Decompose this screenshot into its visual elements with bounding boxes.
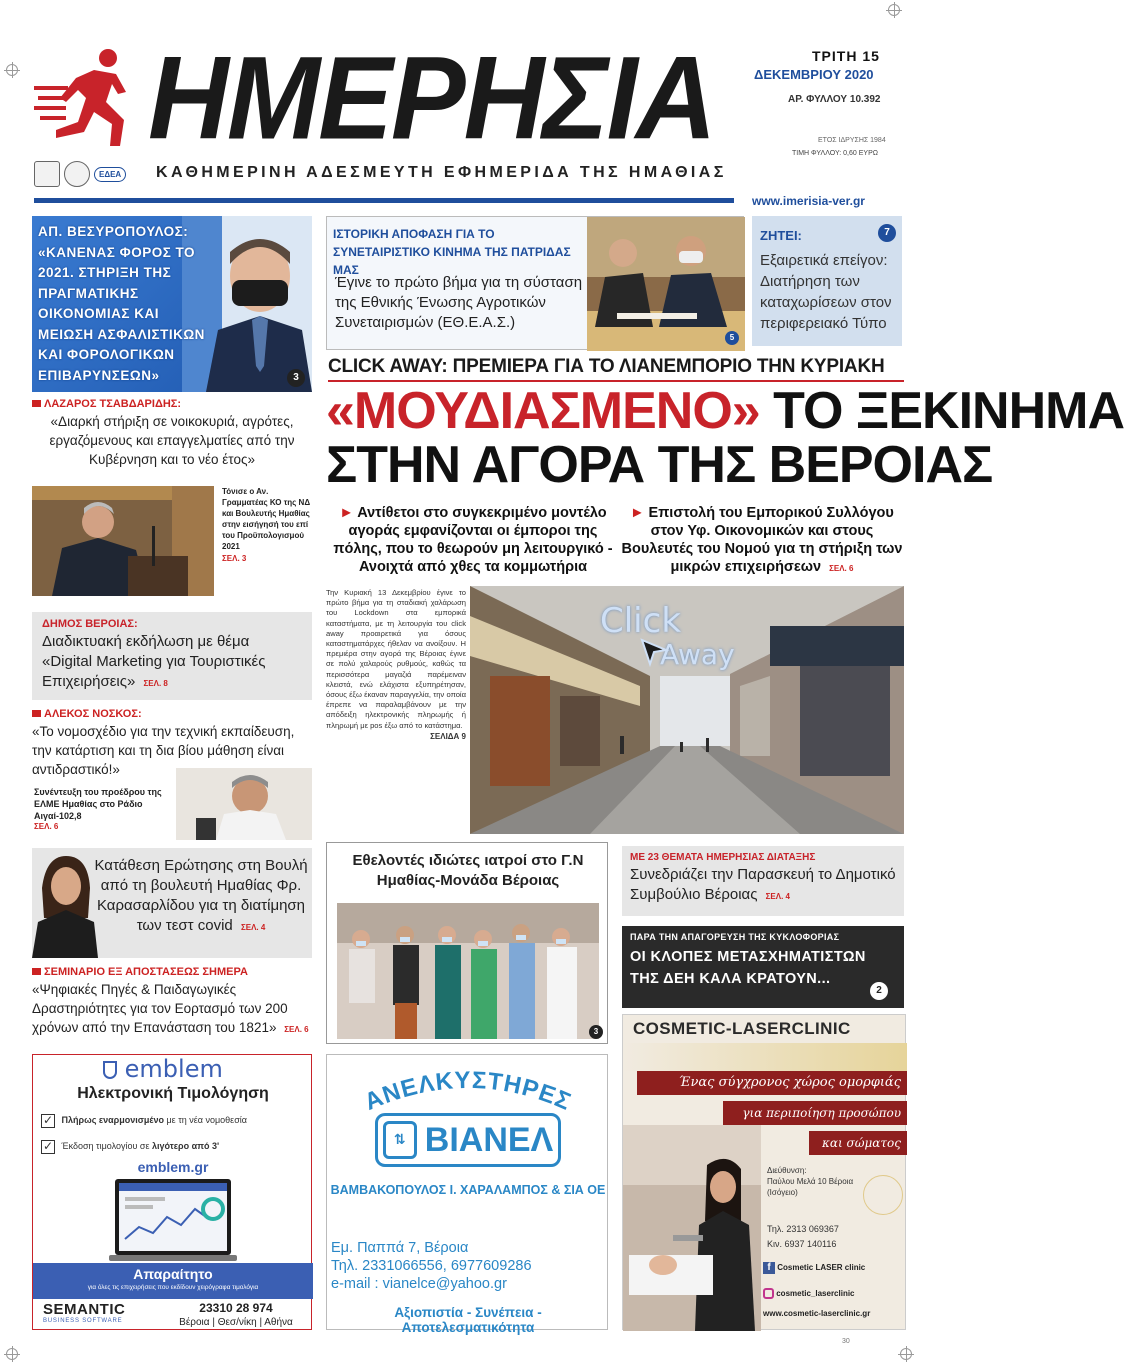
emblem-check-1 <box>41 1111 309 1129</box>
emblem-cta-sub: για όλες τις επιχειρήσεις που εκδίδουν χειρόγραφα τιμολόγια <box>87 1284 259 1291</box>
lead-headline-part-1: ΤΟ ΞΕΚΙΝΗΜΑ <box>773 382 1124 440</box>
check-box-icon: ✓ <box>42 1138 54 1153</box>
masthead <box>30 32 910 210</box>
doctors-title: Εθελοντές ιδιώτες ιατροί στο Γ.Ν Ημαθίας-Μονάδα Βέροιας <box>352 852 584 889</box>
page-ref: ΣΕΛ. 3 <box>222 554 247 563</box>
runner-logo-icon <box>34 46 144 152</box>
dimos-text-wrap <box>42 632 302 694</box>
karasarlidou-photo <box>32 848 98 958</box>
thefts-label: ΠΑΡΑ ΤΗΝ ΑΠΑΓΟΡΕΥΣΗ ΤΗΣ ΚΥΚΛΟΦΟΡΙΑΣ <box>630 932 840 942</box>
masthead-title: ΗΜΕΡΗΣΙΑ <box>148 32 715 164</box>
lead-subhead-left-text: Αντίθετοι στο συγκεκριμένο μοντέλο αγοράς εμφανίζονται οι έμποροι της πόλης, που το θεωρούν μη λειτουργικό - Ανοιχτά από χθες τα κομμωτήρια <box>333 505 613 575</box>
page-ref: ΣΕΛ. 6 <box>829 564 854 573</box>
cosmetic-ad[interactable] <box>622 1014 906 1330</box>
vianel-arc-text: ΑΝΕΛΚΥΣΤΗΡΕΣ <box>360 1066 576 1116</box>
seminar-text-wrap <box>32 980 312 1039</box>
emblem-phone: 23310 28 974 <box>199 1301 273 1315</box>
registration-mark-icon <box>6 64 18 76</box>
emblem-ad[interactable] <box>32 1054 312 1330</box>
registration-mark-icon <box>888 4 900 16</box>
page-ref: ΣΕΛ. 6 <box>284 1025 309 1034</box>
seminar-label: ΣΕΜΙΝΑΡΙΟ ΕΞ ΑΠΟΣΤΑΣΕΩΣ ΣΗΜΕΡΑ <box>32 966 312 978</box>
vesyropoulos-headline: ΑΠ. ΒΕΣΥΡΟΠΟΥΛΟΣ: «ΚΑΝΕΝΑΣ ΦΟΡΟΣ ΤΟ 2021. ΣΤΗΡΙΞΗ ΤΗΣ ΠΡΑΓΜΑΤΙΚΗΣ ΟΙΚΟΝΟΜΙΑΣ ΚΑΙ ΜΕΙΩΣΗ ΑΣΦΑΛΙΣΤΙΚΩΝ ΚΑΙ ΦΟΡΟΛΟΓΙΚΩΝ ΕΠΙΒΑΡΥΝΣΕΩΝ» <box>38 224 205 383</box>
emblem-cities: Βέροια | Θεσ/νίκη | Αθήνα <box>179 1317 293 1328</box>
masthead-date-day: ΤΡΙΤΗ 15 <box>812 48 880 64</box>
laptop-icon <box>109 1179 237 1263</box>
cooperative-title: ΙΣΤΟΡΙΚΗ ΑΠΟΦΑΣΗ ΓΙΑ ΤΟ ΣΥΝΕΤΑΙΡΙΣΤΙΚΟ ΚΙΝΗΜΑ ΤΗΣ ΠΑΤΡΙΔΑΣ ΜΑΣ <box>333 227 571 277</box>
emblem-cta: Απαραίτητο <box>133 1266 213 1282</box>
emblem-headline: Ηλεκτρονική Τιμολόγηση <box>77 1085 269 1102</box>
seminar-block <box>32 966 312 1039</box>
cosmetic-address: Παύλου Μελά 10 Βέροια (Ισόγειο) <box>767 1177 854 1197</box>
council-label: ΜΕ 23 ΘΕΜΑΤΑ ΗΜΕΡΗΣΙΑΣ ΔΙΑΤΑΞΗΣ <box>630 852 816 863</box>
emblem-check-2-pre: Έκδοση τιμολογίου σε <box>61 1141 150 1151</box>
masthead-rule <box>34 198 734 203</box>
cosmetic-line-2: για περιποίηση προσώπου <box>723 1101 907 1125</box>
vianel-ad[interactable] <box>326 1054 608 1335</box>
council-box <box>622 846 904 916</box>
emblem-brand: emblem <box>124 1055 223 1083</box>
cosmetic-gold-bar <box>623 1043 907 1071</box>
masthead-subtitle: ΚΑΘΗΜΕΡΙΝΗ ΑΔΕΣΜΕΥΤΗ ΕΦΗΜΕΡΙΔΑ ΤΗΣ ΗΜΑΘΙΑΣ <box>156 164 727 181</box>
tsavdaridis-text: «Διαρκή στήριξη σε νοικοκυριά, αγρότες, εργαζόμενους και επαγγελματίες από την Κυβέρνηση και το νέο έτος» <box>49 414 295 467</box>
masthead-price: ΤΙΜΗ ΦΥΛΛΟΥ: 0,60 ΕΥΡΩ <box>792 150 878 157</box>
lead-headline <box>326 382 1124 494</box>
website-link[interactable]: www.imerisia-ver.gr <box>752 194 865 208</box>
thefts-box <box>622 926 904 1008</box>
vianel-address: Εμ. Παππά 7, Βέροια <box>331 1240 469 1256</box>
karasarlidou-text-wrap <box>94 856 308 938</box>
membership-logos <box>34 160 130 188</box>
page-badge: 3 <box>589 1025 603 1039</box>
cosmetic-social <box>763 1261 907 1321</box>
council-text: Συνεδριάζει την Παρασκευή το Δημοτικό Συμβούλιο Βέροιας <box>630 866 896 903</box>
cooperative-box <box>326 216 744 350</box>
page-ref: ΣΕΛΙΔΑ 9 <box>430 731 466 741</box>
cosmetic-photo <box>623 1125 761 1331</box>
page-ref: ΣΕΛ. 8 <box>143 679 168 688</box>
bullet-arrow-icon: ► <box>630 505 645 521</box>
cosmetic-line-1: Ένας σύγχρονος χώρος ομορφιάς <box>637 1071 907 1095</box>
elevator-icon: ⇅ <box>383 1121 417 1159</box>
thefts-text: ΟΙ ΚΛΟΠΕΣ ΜΕΤΑΣΧΗΜΑΤΙΣΤΩΝ ΤΗΣ ΔΕΗ ΚΑΛΑ ΚΡΑΤΟΥΝ... <box>630 949 866 987</box>
noskos-caption <box>34 786 174 831</box>
dimos-label: ΔΗΜΟΣ ΒΕΡΟΙΑΣ: <box>42 618 138 630</box>
dimos-text: Διαδικτυακή εκδήλωση με θέμα «Digital Marketing για Τουριστικές Επιχειρήσεις» <box>42 633 266 690</box>
noskos-caption-text: Συνέντευξη του προέδρου της ΕΛΜΕ Ημαθίας στο Ράδιο Αιγαί-102,8 <box>34 787 162 821</box>
page-ref: ΣΕΛ. 4 <box>240 923 266 932</box>
council-text-wrap <box>630 865 896 907</box>
vianel-brand: ΒΙΑΝΕΛ <box>424 1120 554 1159</box>
page-badge: 5 <box>725 331 739 345</box>
ziti-label: ΖΗΤΕΙ: <box>760 228 802 243</box>
karasarlidou-box <box>32 848 312 958</box>
folio: 30 <box>842 1338 850 1345</box>
tsavdaridis-block <box>32 398 312 469</box>
emblem-cta-bar <box>33 1263 313 1299</box>
page-badge: 3 <box>287 369 305 387</box>
tsavdaridis-label: ΛΑΖΑΡΟΣ ΤΣΑΒΔΑΡΙΔΗΣ: <box>32 398 312 410</box>
tsavdaridis-caption <box>222 486 314 563</box>
karasarlidou-text: Κατάθεση Ερώτησης στη Βουλή από τη βουλευτή Ημαθίας Φρ. Καρασαρλίδου για τη διατίμηση των τεστ covid <box>94 857 308 934</box>
edea-logo: ΕΔΕΑ <box>94 167 126 182</box>
page-ref: ΣΕΛ. 4 <box>765 892 790 901</box>
page-badge: 7 <box>878 224 896 242</box>
union-seal-icon <box>34 161 60 187</box>
emblem-contact <box>163 1301 309 1328</box>
emblem-check-1-rest: με τη νέα νομοθεσία <box>166 1115 247 1125</box>
registration-mark-icon <box>900 1348 912 1360</box>
bullet-arrow-icon: ► <box>339 505 354 521</box>
union-seal-icon <box>64 161 90 187</box>
cosmetic-instagram: cosmetic_laserclinic <box>776 1289 855 1298</box>
svg-text:ΑΝΕΛΚΥΣΤΗΡΕΣ <box>361 1067 576 1116</box>
vianel-email[interactable]: e-mail : vianelce@yahoo.gr <box>331 1276 507 1292</box>
vesyropoulos-box <box>32 216 312 392</box>
vianel-slogan: Αξιοπιστία - Συνέπεια - Αποτελεσματικότητα <box>394 1305 542 1335</box>
ziti-text: Εξαιρετικά επείγον: Διατήρηση των καταχωρίσεων στον περιφερειακό Τύπο <box>760 252 892 332</box>
vianel-phones: Τηλ. 2331066556, 6977609286 <box>331 1258 532 1274</box>
emblem-check-2-bold: λιγότερο από 3' <box>152 1141 220 1151</box>
emblem-check-1-bold: Πλήρως εναρμονισμένο <box>61 1115 164 1125</box>
masthead-founded: ΕΤΟΣ ΙΔΡΥΣΗΣ 1984 <box>818 137 886 144</box>
cosmetic-hexagons <box>863 1175 903 1215</box>
lead-headline-part-2: ΣΤΗΝ ΑΓΟΡΑ ΤΗΣ ΒΕΡΟΙΑΣ <box>326 436 993 494</box>
lead-subhead-right-text: Επιστολή του Εμπορικού Συλλόγου στον Υφ. Οικονομικών και στους Βουλευτές του Νομού για τη στήριξη των μικρών επιχειρήσεων <box>621 505 903 575</box>
cosmetic-facebook: Cosmetic LASER clinic <box>777 1263 866 1272</box>
tsavdaridis-caption-text: Τόνισε ο Αν. Γραμματέας ΚΟ της ΝΔ και Βουλευτής Ημαθίας στην εισήγησή του επί του Προϋπολογισμού 2021 <box>222 487 311 551</box>
instagram-icon <box>763 1288 774 1299</box>
lead-kicker: CLICK AWAY: ΠΡΕΜΙΕΡΑ ΓΙΑ ΤΟ ΛΙΑΝΕΜΠΟΡΙΟ ΤΗΝ ΚΥΡΙΑΚΗ <box>328 356 885 377</box>
noskos-photo <box>176 768 312 840</box>
vianel-owners: ΒΑΜΒΑΚΟΠΟΥΛΟΣ Ι. ΧΑΡΑΛΑΜΠΟΣ & ΣΙΑ ΟΕ <box>330 1183 606 1197</box>
vianel-contact <box>331 1239 607 1293</box>
seminar-text: «Ψηφιακές Πηγές & Παιδαγωγικές Δραστηριότητες για τον Εορτασμό των 200 χρόνων από την Επανάσταση του 1821» <box>32 982 288 1035</box>
click-overlay-text: Click <box>600 601 682 641</box>
registration-mark-icon <box>6 1348 18 1360</box>
away-overlay-text: Away <box>660 638 735 671</box>
dimos-box <box>32 612 312 700</box>
lead-photo <box>470 586 904 834</box>
masthead-issue: ΑΡ. ΦΥΛΛΟΥ 10.392 <box>788 94 881 105</box>
cosmetic-facebook-row[interactable] <box>763 1261 907 1275</box>
cosmetic-title: COSMETIC-LASERCLINIC <box>633 1019 851 1038</box>
lead-body-text: Την Κυριακή 13 Δεκεμβρίου έγινε το πρώτο βήμα για τη σταδιακή χαλάρωση του Lockdown στα εμπορικά καταστήματα, με τη λειτουργία του click away προαιρετικά για όσους καταστηματάρχες ήθελαν να ανοίξουν. Η πρεμιέρα στην αγορά της Βέροιας έγινε σε πολύ χαλαρούς ρυθμούς, καθώς τα περισσότερα μαγαζιά παρέμειναν κλειστά, ενώ ελάχιστα εξυπηρέτησαν, όσους έξω έκαναν παραγγελία, την οποία έπρεπε να παραλαμβάνουν με την απόδειξη ηλεκτρονικής πληρωμής ή πληρωμή με pos έξω από το κατάστημα. <box>326 588 466 730</box>
emblem-shield-icon <box>103 1061 117 1079</box>
cooperative-photo <box>587 217 745 351</box>
noskos-text: «Το νομοσχέδιο για την τεχνική εκπαίδευση, την κατάρτιση και τη δια βίου μάθηση είναι αντιδραστικό!» <box>32 724 295 777</box>
cosmetic-mobile: Κιν. 6937 140116 <box>767 1239 837 1249</box>
cosmetic-line-3: και σώματος <box>809 1131 907 1155</box>
tsavdaridis-photo <box>32 486 214 596</box>
doctors-box <box>326 842 608 1044</box>
lead-headline-line-1 <box>326 382 1124 440</box>
facebook-icon: f <box>763 1262 775 1274</box>
page-badge: 2 <box>870 982 888 1000</box>
semantic-brand: SEMANTIC <box>43 1301 126 1318</box>
lead-subhead-left <box>328 504 618 576</box>
doctors-photo <box>337 903 599 1039</box>
semantic-brand-sub: BUSINESS SOFTWARE <box>43 1318 123 1324</box>
check-box-icon: ✓ <box>42 1112 54 1127</box>
noskos-label: ΑΛΕΚΟΣ ΝΟΣΚΟΣ: <box>32 708 312 720</box>
page-ref: ΣΕΛ. 6 <box>34 822 59 831</box>
cursor-arrow-icon <box>640 638 668 666</box>
masthead-date-month: ΔΕΚΕΜΒΡΙΟΥ 2020 <box>754 67 874 82</box>
cosmetic-web[interactable]: www.cosmetic-laserclinic.gr <box>763 1309 871 1318</box>
semantic-company <box>43 1301 125 1324</box>
emblem-brand-wrap <box>103 1055 223 1083</box>
emblem-check-2 <box>41 1137 309 1155</box>
cosmetic-address-label: Διεύθυνση: <box>767 1166 807 1175</box>
lead-body <box>326 588 466 834</box>
vianel-brand-box <box>375 1113 561 1167</box>
cosmetic-tel: Τηλ. 2313 069367 <box>767 1224 839 1234</box>
cooperative-text: Έγινε το πρώτο βήμα για τη σύσταση της Εθνικής Ένωσης Αγροτικών Συνεταιρισμών (ΕΘ.Ε.Α.Σ.) <box>335 274 583 331</box>
lead-subhead-right <box>620 504 904 578</box>
emblem-url[interactable]: emblem.gr <box>137 1159 209 1175</box>
cosmetic-instagram-row[interactable] <box>763 1287 907 1301</box>
lead-headline-red: «ΜΟΥΔΙΑΣΜΕΝΟ» <box>326 382 760 440</box>
ziti-box <box>752 216 902 346</box>
